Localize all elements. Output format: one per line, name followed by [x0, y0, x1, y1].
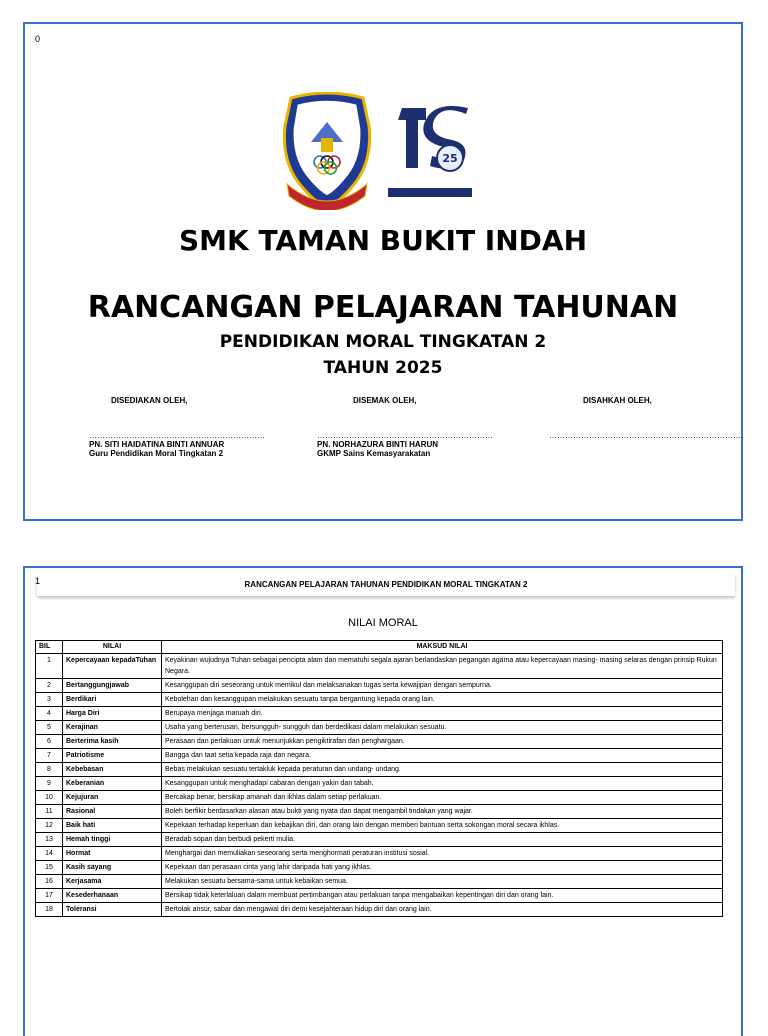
table-row	[36, 721, 723, 735]
row-number: 5	[36, 721, 63, 735]
row-value: Hormat	[63, 847, 162, 861]
column-header-nilai: NILAI	[63, 641, 162, 654]
row-number: 14	[36, 847, 63, 861]
row-meaning: Boleh berfikir berdasarkan alasan atau bukti yang nyata dan dapat mengambil tindakan yang wajar.	[162, 805, 723, 819]
row-meaning: Bebas melakukan sesuatu tertakluk kepada peraturan dan undang- undang.	[162, 763, 723, 777]
signature-heading: DISEDIAKAN OLEH,	[111, 396, 188, 405]
row-value: Harga Diri	[63, 707, 162, 721]
row-value: Kebebasan	[63, 763, 162, 777]
row-value: Kesederhanaan	[63, 889, 162, 903]
row-value: Berterima kasih	[63, 735, 162, 749]
row-value: Kerjasama	[63, 875, 162, 889]
row-number: 3	[36, 693, 63, 707]
ts25-logo	[382, 100, 478, 204]
row-meaning: Usaha yang berterusan, bersungguh- sungguh dan berdedikasi dalam melakukan sesuatu.	[162, 721, 723, 735]
table-row	[36, 791, 723, 805]
row-meaning: Kesanggupan untuk menghadapi cabaran dengan yakin dan tabah.	[162, 777, 723, 791]
page-number: 0	[35, 34, 41, 44]
row-number: 13	[36, 833, 63, 847]
svg-text:25: 25	[442, 152, 458, 165]
table-row	[36, 679, 723, 693]
signature-line: …………………………………………………………	[317, 431, 493, 440]
table-row	[36, 833, 723, 847]
table-row	[36, 763, 723, 777]
row-number: 17	[36, 889, 63, 903]
row-meaning: Kebolehan dan kesanggupan melakukan sesuatu tanpa bergantung kepada orang lain.	[162, 693, 723, 707]
signature-heading: DISAHKAH OLEH,	[583, 396, 652, 405]
section-title: NILAI MORAL	[348, 617, 418, 629]
signature-line: ……………………………………………………………….	[549, 431, 744, 440]
signature-heading: DISEMAK OLEH,	[353, 396, 417, 405]
table-row	[36, 749, 723, 763]
row-number: 7	[36, 749, 63, 763]
row-meaning: Berupaya menjaga maruah diri.	[162, 707, 723, 721]
cover-page	[23, 22, 743, 521]
row-meaning: Keyakinan wujudnya Tuhan sebagai pencipta alam dan mematuhi segala ajaran berlandaskan pegangan agama atau kepercayaan masing- masing selaras dengan prinsip Rukun Negara.	[162, 654, 723, 679]
year-title: TAHUN 2025	[323, 358, 443, 378]
logos	[281, 92, 481, 210]
table-header-row	[36, 641, 723, 654]
document-title: RANCANGAN PELAJARAN TAHUNAN	[87, 290, 679, 325]
school-crest-logo	[281, 92, 373, 210]
table-row	[36, 903, 723, 917]
table-row	[36, 861, 723, 875]
signature-reviewed	[317, 396, 493, 458]
signature-approved	[549, 396, 743, 440]
row-number: 2	[36, 679, 63, 693]
row-number: 11	[36, 805, 63, 819]
row-value: Rasional	[63, 805, 162, 819]
row-meaning: Kepekaan terhadap keperluan dan kebajikan diri, dan orang lain dengan memberi bantuan serta sokongan moral secara ikhlas.	[162, 819, 723, 833]
signature-line: …………………………………………………………	[89, 431, 265, 440]
row-meaning: Melakukan sesuatu bersama-sama untuk kebaikan semua.	[162, 875, 723, 889]
row-meaning: Perasaan dan perlakuan untuk menunjukkan pengiktirafan dan penghargaan.	[162, 735, 723, 749]
signature-role: GKMP Sains Kemasyarakatan	[317, 449, 431, 458]
row-value: Patriotisme	[63, 749, 162, 763]
column-header-bil: BIL	[36, 641, 63, 654]
row-meaning: Bersikap tidak keterlaluan dalam membuat pertimbangan atau perlakuan tanpa mengabaikan kepentingan diri dan orang lain.	[162, 889, 723, 903]
row-meaning: Menghargai dan memuliakan seseorang serta menghormati peraturan institusi sosial.	[162, 847, 723, 861]
row-number: 16	[36, 875, 63, 889]
row-value: Kasih sayang	[63, 861, 162, 875]
subject-title: PENDIDIKAN MORAL TINGKATAN 2	[219, 332, 547, 352]
nilai-moral-page	[23, 566, 743, 1036]
row-meaning: Beradab sopan dan berbudi pekerti mulia.	[162, 833, 723, 847]
row-number: 4	[36, 707, 63, 721]
table-row	[36, 777, 723, 791]
row-value: Keberanian	[63, 777, 162, 791]
row-value: Hemah tinggi	[63, 833, 162, 847]
row-number: 10	[36, 791, 63, 805]
school-name: SMK TAMAN BUKIT INDAH	[178, 224, 588, 257]
row-number: 15	[36, 861, 63, 875]
row-number: 12	[36, 819, 63, 833]
table-row	[36, 819, 723, 833]
row-number: 9	[36, 777, 63, 791]
table-row	[36, 693, 723, 707]
row-value: Bertanggungjawab	[63, 679, 162, 693]
column-header-maksud: MAKSUD NILAI	[162, 641, 723, 654]
signature-prepared	[89, 396, 265, 458]
page-number: 1	[35, 576, 41, 586]
row-number: 6	[36, 735, 63, 749]
row-value: Kejujuran	[63, 791, 162, 805]
row-number: 18	[36, 903, 63, 917]
row-meaning: Bercakap benar, bersikap amanah dan ikhlas dalam setiap perlakuan.	[162, 791, 723, 805]
row-meaning: Kepekaan dan perasaan cinta yang lahir daripada hati yang ikhlas.	[162, 861, 723, 875]
table-row	[36, 805, 723, 819]
table-row	[36, 654, 723, 679]
row-value: Kerajinan	[63, 721, 162, 735]
row-value: Berdikari	[63, 693, 162, 707]
table-row	[36, 707, 723, 721]
table-row	[36, 875, 723, 889]
running-header: RANCANGAN PELAJARAN TAHUNAN PENDIDIKAN MORAL TINGKATAN 2	[37, 574, 735, 596]
signature-name: PN. SITI HAIDATINA BINTI ANNUAR	[89, 440, 225, 449]
table-row	[36, 735, 723, 749]
row-value: Toleransi	[63, 903, 162, 917]
row-value: Baik hati	[63, 819, 162, 833]
row-meaning: Bangga dan taat setia kepada raja dan negara.	[162, 749, 723, 763]
table-row	[36, 889, 723, 903]
signature-role: Guru Pendidikan Moral Tingkatan 2	[89, 449, 224, 458]
row-meaning: Bertolak ansur, sabar dan mengawal diri demi kesejahteraan hidup diri dan orang lain.	[162, 903, 723, 917]
nilai-table	[35, 640, 723, 917]
row-number: 1	[36, 654, 63, 679]
signature-name: PN. NORHAZURA BINTI HARUN	[317, 440, 439, 449]
table-row	[36, 847, 723, 861]
row-value: Kepercayaan kepadaTuhan	[63, 654, 162, 679]
row-meaning: Kesanggupan diri seseorang untuk memikul dan melaksanakan tugas serta kewajipan dengan sempurna.	[162, 679, 723, 693]
row-number: 8	[36, 763, 63, 777]
